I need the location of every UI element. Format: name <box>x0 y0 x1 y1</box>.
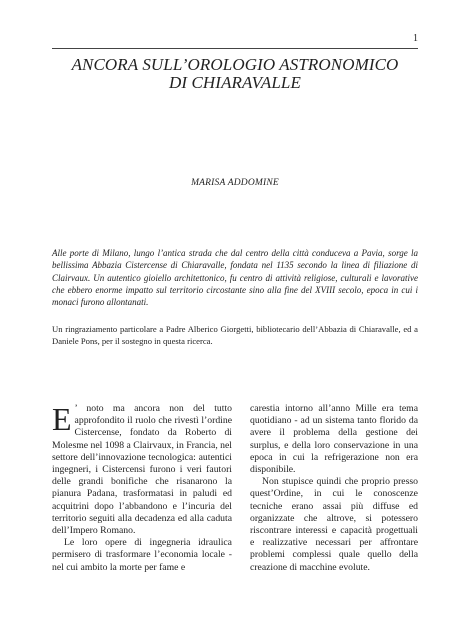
page-number: 1 <box>413 33 418 44</box>
title-line-2: DI CHIARAVALLE <box>169 73 301 92</box>
abstract: Alle porte di Milano, lungo l’antica strada che dal centro della città conduceva a Pavia, sorge la bellissima Abbazia Cistercense di Chiaravalle, fondata nel 1135 secondo la linea di filiazione di Clairvaux. Un autentico gioiello architettonico, fu centro di attività religiose, culturali e lavorative che ebbero enorme impatto sul territorio circostante sino alla fine del XVIII secolo, epoca in cui i monaci furono allontanati. <box>52 248 418 308</box>
drop-cap: E <box>52 401 72 437</box>
acknowledgment: Un ringraziamento particolare a Padre Alberico Giorgetti, bibliotecario dell’Abbazia di Chiaravalle, ed a Daniele Pons, per il sostegno in questa ricerca. <box>52 324 418 346</box>
body-column-right <box>250 403 418 574</box>
header-rule <box>52 48 418 49</box>
body-column-left <box>52 403 232 574</box>
paragraph-text: ’ noto ma ancora non del tutto approfondito il ruolo che rivestì l’ordine Cistercense, fondato da Roberto di Molesme nel 1098 a Clairvaux, in Francia, nel settore dell’innovazione tecnologica: autentici ingegneri, i Cistercensi furono i veri fautori delle grandi bonifiche che risanarono la pianura Padana, trasformatasi in paludi ed acquitrini dopo l’abbandono e l’incuria del territorio seguiti alla decadenza ed alla caduta dell’Impero Romano. <box>52 403 232 537</box>
title-line-1: ANCORA SULL’OROLOGIO ASTRONOMICO <box>71 55 399 74</box>
author-name: MARISA ADDOMINE <box>191 178 279 188</box>
paragraph: Non stupisce quindi che proprio presso quest’Ordine, in cui le conoscenze tecniche erano assai più diffuse ed organizzate che altrove, si potessero riscontrare interessi e capacità progettuali e realizzative necessari per affrontare problemi complessi quale quello della creazione di macchine evolute. <box>250 476 418 573</box>
article-title <box>52 56 418 92</box>
paragraph: carestia intorno all’anno Mille era tema quotidiano - ad un sistema tanto florido da avere il problema della gestione dei surplus, e della loro conservazione in una epoca in cui la refrigerazione non era disponibile. <box>250 403 418 476</box>
paragraph <box>52 403 232 537</box>
paragraph: Le loro opere di ingegneria idraulica permisero di trasformare l’economia locale - nel cui ambito la morte per fame e <box>52 537 232 573</box>
